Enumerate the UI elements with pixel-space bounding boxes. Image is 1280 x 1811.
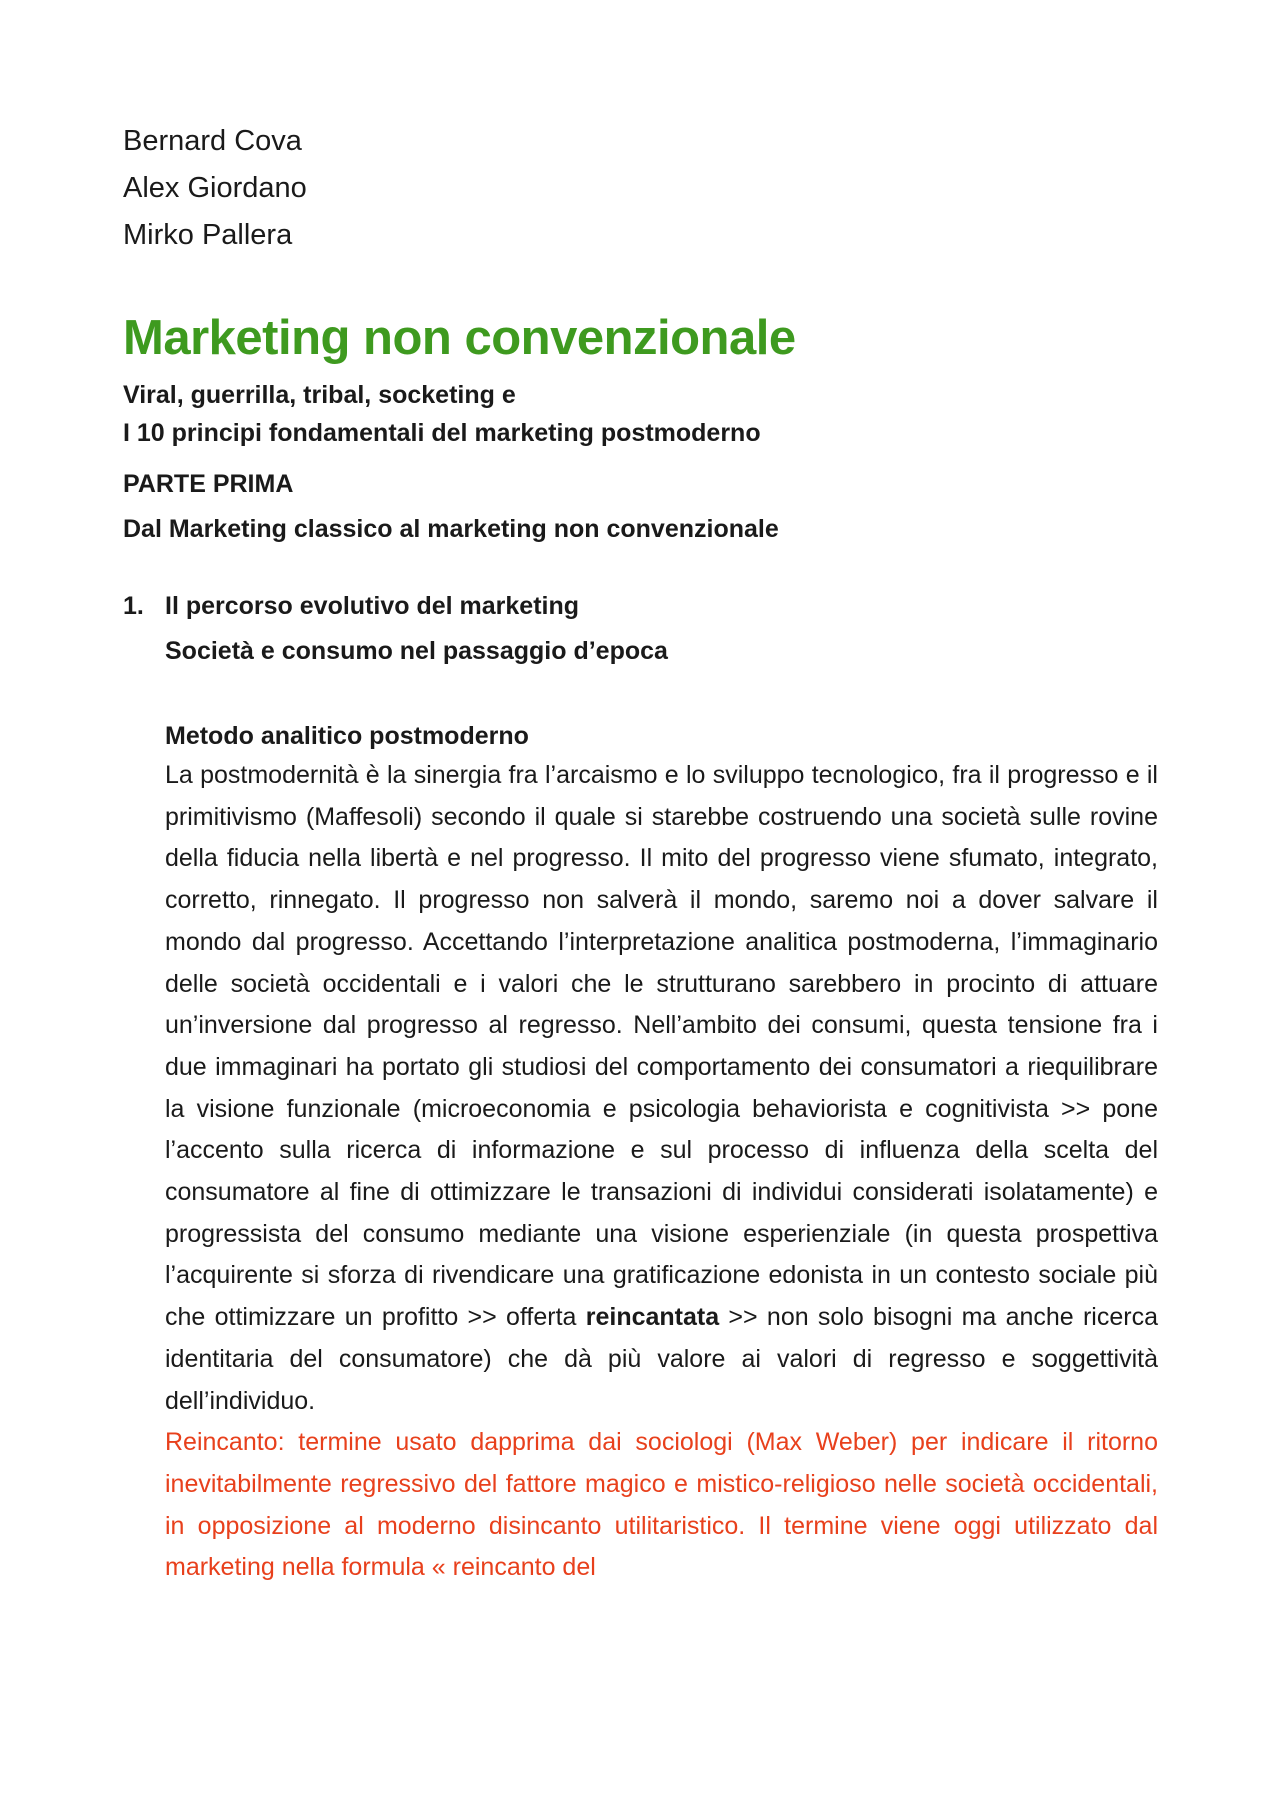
paragraph-text: >> non solo bisogni ma anche ricerca identitaria del consumatore) che dà più valore ai valori di regresso e soggettività dell’individuo.	[165, 1303, 1158, 1415]
subtitle-line: Viral, guerrilla, tribal, socketing e	[123, 381, 516, 409]
author-name: Alex Giordano	[123, 172, 307, 204]
author-name: Bernard Cova	[123, 125, 302, 157]
part-title: Dal Marketing classico al marketing non convenzionale	[123, 515, 779, 543]
paragraph-text: La postmodernità è la sinergia fra l’arcaismo e lo sviluppo tecnologico, fra il progresso e il primitivismo (Maffesoli) secondo il quale si starebbe costruendo una società sulle rovine della fiducia nella libertà e nel progresso. Il mito del progresso viene sfumato, integrato, corretto, rinnegato. Il progresso non salverà il mondo, saremo noi a dover salvare il mondo dal progresso. Accettando l’interpretazione analitica postmoderna, l’immaginario delle società occidentali e i valori che le strutturano sarebbero in procinto di attuare un’inversione dal progresso al regresso. Nell’ambito dei consumi, questa tensione fra i due immaginari ha portato gli studiosi del comportamento dei consumatori a riequilibrare la visione funzionale (microeconomia e psicologia behaviorista e cognitivista >> pone l’accento sulla ricerca di informazione e sul processo di influenza della scelta del consumatore al fine di ottimizzare le transazioni di individui considerati isolatamente) e progressista del consumo mediante una visione esperienziale (in questa prospettiva l’acquirente si sforza di rivendicare una gratificazione edonista in un contesto sociale più che ottimizzare un profitto >> offerta	[165, 761, 1158, 1332]
subtitle-line: I 10 principi fondamentali del marketing postmoderno	[123, 419, 761, 447]
section-heading: Metodo analitico postmoderno	[165, 722, 529, 750]
body-text	[165, 755, 1158, 1589]
book-subtitle	[123, 376, 761, 452]
paragraph	[165, 755, 1158, 1422]
author-name: Mirko Pallera	[123, 219, 293, 251]
part-label: PARTE PRIMA	[123, 470, 294, 498]
bold-term: reincantata	[585, 1303, 720, 1332]
chapter-number: 1.	[123, 592, 144, 620]
author-list	[123, 118, 307, 259]
definition-paragraph: Reincanto: termine usato dapprima dai sociologi (Max Weber) per indicare il ritorno inevitabilmente regressivo del fattore magico e mistico-religioso nelle società occidentali, in opposizione al moderno disincanto utilitaristico. Il termine viene oggi utilizzato dal marketing nella formula « reincanto del	[165, 1428, 1158, 1582]
chapter-title: Il percorso evolutivo del marketing	[165, 592, 580, 620]
book-title: Marketing non convenzionale	[123, 311, 796, 365]
chapter-subtitle: Società e consumo nel passaggio d’epoca	[165, 637, 668, 665]
